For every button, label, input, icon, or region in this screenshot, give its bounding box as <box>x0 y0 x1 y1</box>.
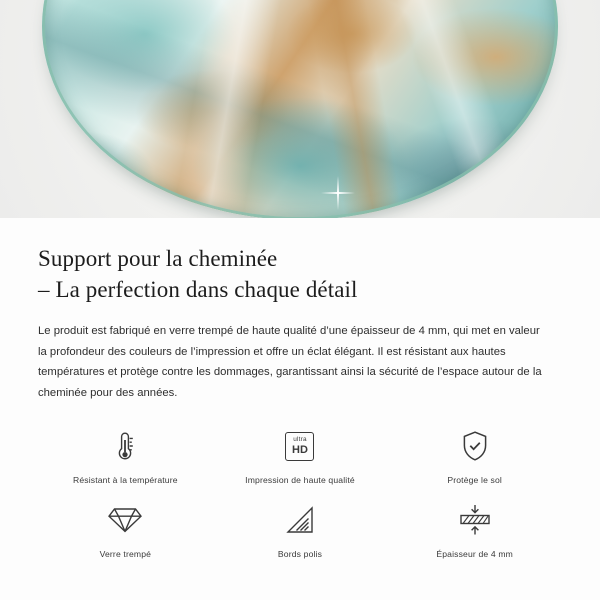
feature-item-polished-edges <box>213 499 388 560</box>
feature-label: Épaisseur de 4 mm <box>436 548 513 559</box>
page-title <box>38 244 562 305</box>
feature-label: Verre trempé <box>99 548 152 559</box>
ultra-hd-badge-top: ultra <box>293 436 307 444</box>
headline-line-2: – La perfection dans chaque détail <box>38 276 358 302</box>
ultra-hd-icon <box>285 425 314 467</box>
headline-line-1: Support pour la cheminée <box>38 246 278 271</box>
feature-item-temperature <box>38 425 213 486</box>
diamond-icon <box>107 499 143 541</box>
feature-item-thickness <box>387 499 562 560</box>
polished-edges-icon <box>285 499 315 541</box>
description-paragraph: Le produit est fabriqué en verre trempé de haute qualité d’une épaisseur de 4 mm, qui met en valeur la profondeur des couleurs de l’impression et offre un éclat élégant. Il est résistant aux hautes températures et protège contre les dommages, garantissant ainsi la sécurité de l’espace autour de la cheminée pour des années. <box>38 325 542 399</box>
shield-check-icon <box>460 425 490 467</box>
hero-image <box>0 0 600 218</box>
feature-item-floor-protection <box>387 425 562 486</box>
thickness-arrows-icon <box>457 499 493 541</box>
feature-item-tempered-glass <box>38 499 213 560</box>
feature-grid <box>38 425 562 559</box>
ultra-hd-badge-bottom: HD <box>292 443 308 456</box>
feature-label: Protège le sol <box>447 475 502 486</box>
feature-label: Impression de haute qualité <box>245 475 355 486</box>
feature-label: Résistant à la température <box>72 475 178 486</box>
feature-label: Bords polis <box>277 548 323 559</box>
round-glass-panel <box>42 0 558 218</box>
content-area <box>0 218 600 560</box>
feature-item-print-quality <box>213 425 388 486</box>
thermometer-icon <box>112 425 138 467</box>
